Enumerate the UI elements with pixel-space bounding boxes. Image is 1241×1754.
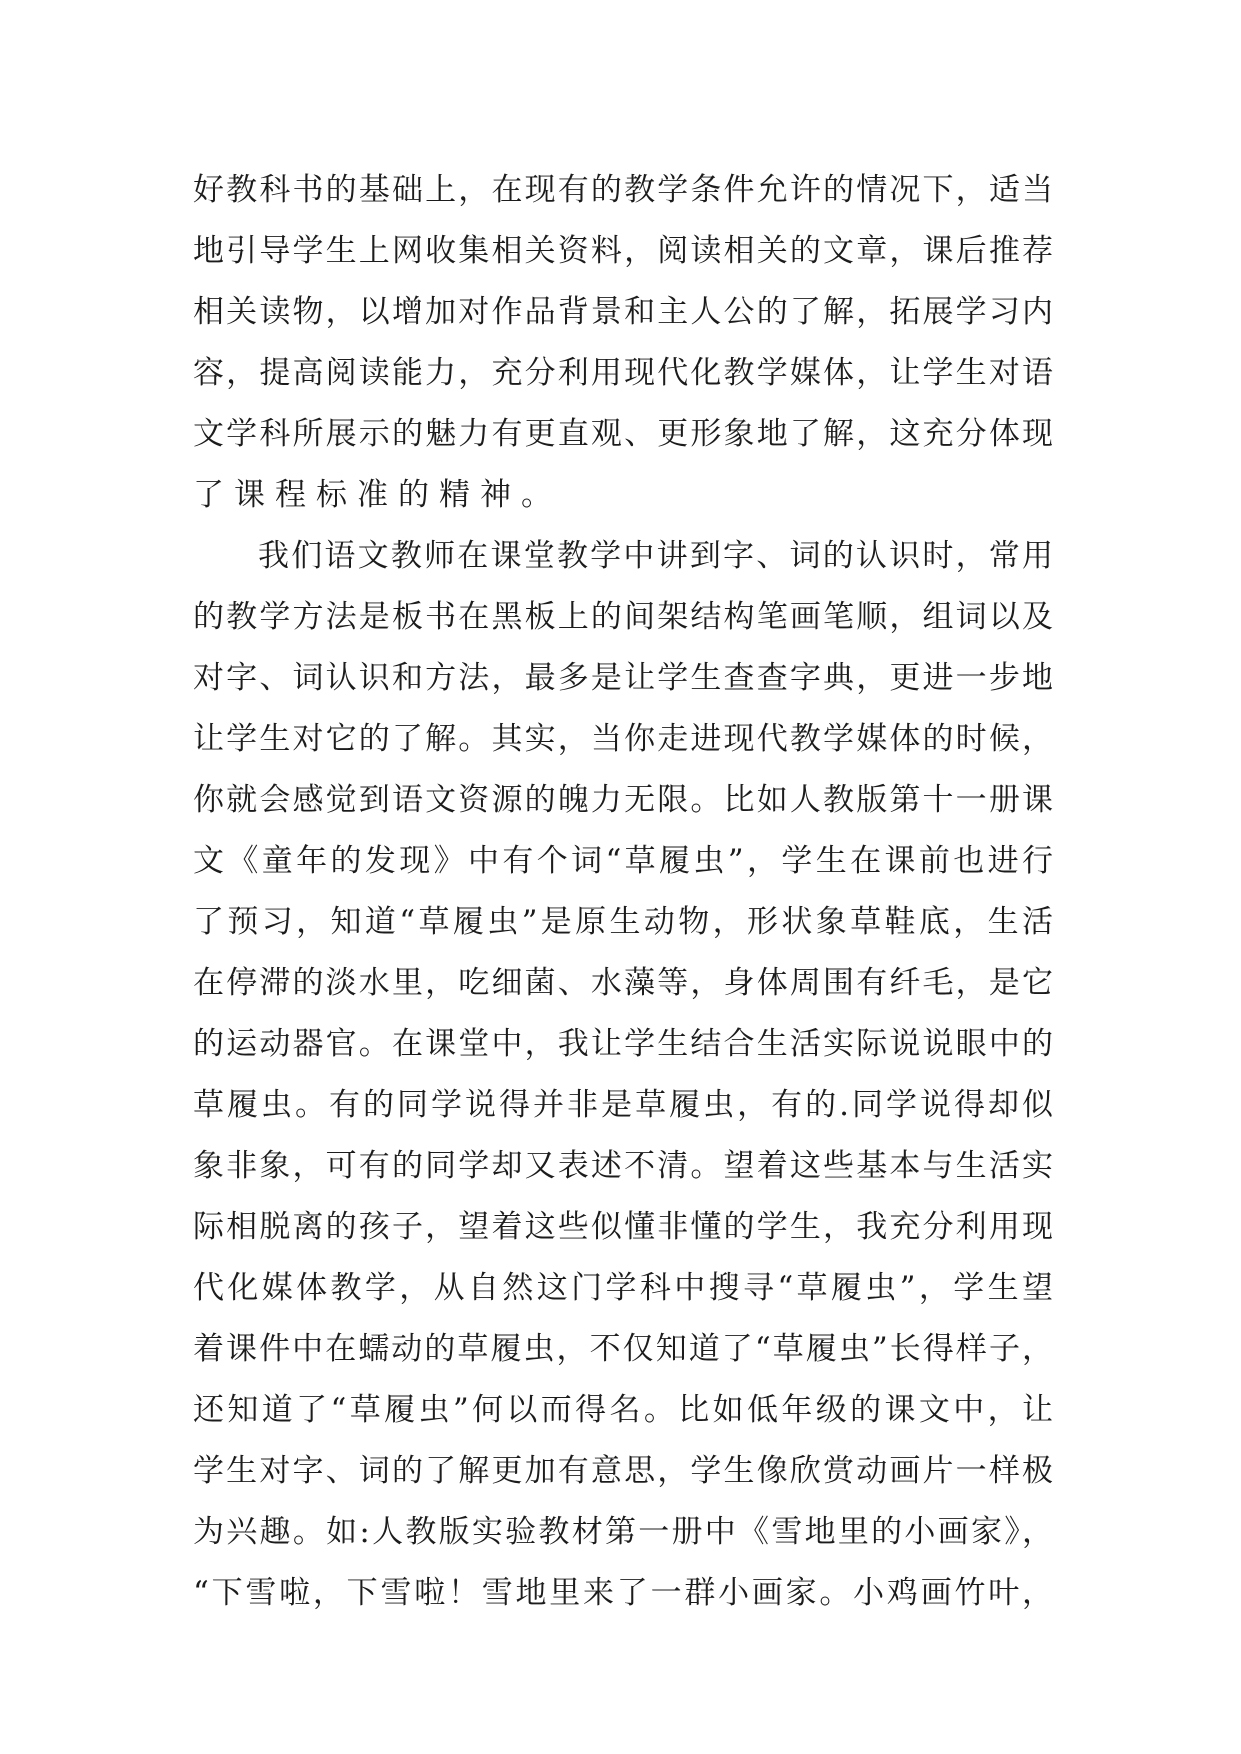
text-line: 好教科书的基础上，在现有的教学条件允许的情况下，适当 — [193, 172, 1053, 208]
text-line: 为兴趣。如:人教版实验教材第一册中《雪地里的小画家》， — [193, 1514, 1053, 1550]
text-line: 了预习，知道“草履虫”是原生动物，形状象草鞋底，生活 — [193, 904, 1053, 940]
text-line: 容，提高阅读能力，充分利用现代化教学媒体，让学生对语 — [193, 355, 1053, 391]
body-text — [193, 160, 1053, 1624]
paragraph-2 — [193, 526, 1053, 1624]
text-line: 地引导学生上网收集相关资料，阅读相关的文章，课后推荐 — [193, 233, 1053, 269]
text-line: 了课程标准的精神。 — [193, 477, 562, 513]
text-line: 还知道了“草履虫”何以而得名。比如低年级的课文中，让 — [193, 1392, 1053, 1428]
text-line: 我们语文教师在课堂教学中讲到字、词的认识时，常用 — [258, 538, 1053, 574]
text-line: 对字、词认识和方法，最多是让学生查查字典，更进一步地 — [193, 660, 1053, 696]
text-line: 在停滞的淡水里，吃细菌、水藻等，身体周围有纤毛，是它 — [193, 965, 1053, 1001]
text-line: 文《童年的发现》中有个词“草履虫”，学生在课前也进行 — [193, 843, 1053, 879]
text-line: 代化媒体教学，从自然这门学科中搜寻“草履虫”，学生望 — [193, 1270, 1053, 1306]
text-line: 的运动器官。在课堂中，我让学生结合生活实际说说眼中的 — [193, 1026, 1053, 1062]
text-line: 的教学方法是板书在黑板上的间架结构笔画笔顺，组词以及 — [193, 599, 1053, 635]
text-line: 学生对字、词的了解更加有意思，学生像欣赏动画片一样极 — [193, 1453, 1053, 1489]
text-line: 际相脱离的孩子，望着这些似懂非懂的学生，我充分利用现 — [193, 1209, 1053, 1245]
paragraph-1 — [193, 160, 1053, 526]
text-line: 你就会感觉到语文资源的魄力无限。比如人教版第十一册课 — [193, 782, 1053, 818]
text-line: 相关读物，以增加对作品背景和主人公的了解，拓展学习内 — [193, 294, 1053, 330]
text-line: 象非象，可有的同学却又表述不清。望着这些基本与生活实 — [193, 1148, 1053, 1184]
text-line: “下雪啦，下雪啦！雪地里来了一群小画家。小鸡画竹叶， — [193, 1575, 1053, 1611]
text-line: 让学生对它的了解。其实，当你走进现代教学媒体的时候， — [193, 721, 1053, 757]
text-line: 文学科所展示的魅力有更直观、更形象地了解，这充分体现 — [193, 416, 1053, 452]
text-line: 草履虫。有的同学说得并非是草履虫，有的.同学说得却似 — [193, 1087, 1053, 1123]
text-line: 着课件中在蠕动的草履虫，不仅知道了“草履虫”长得样子， — [193, 1331, 1053, 1367]
